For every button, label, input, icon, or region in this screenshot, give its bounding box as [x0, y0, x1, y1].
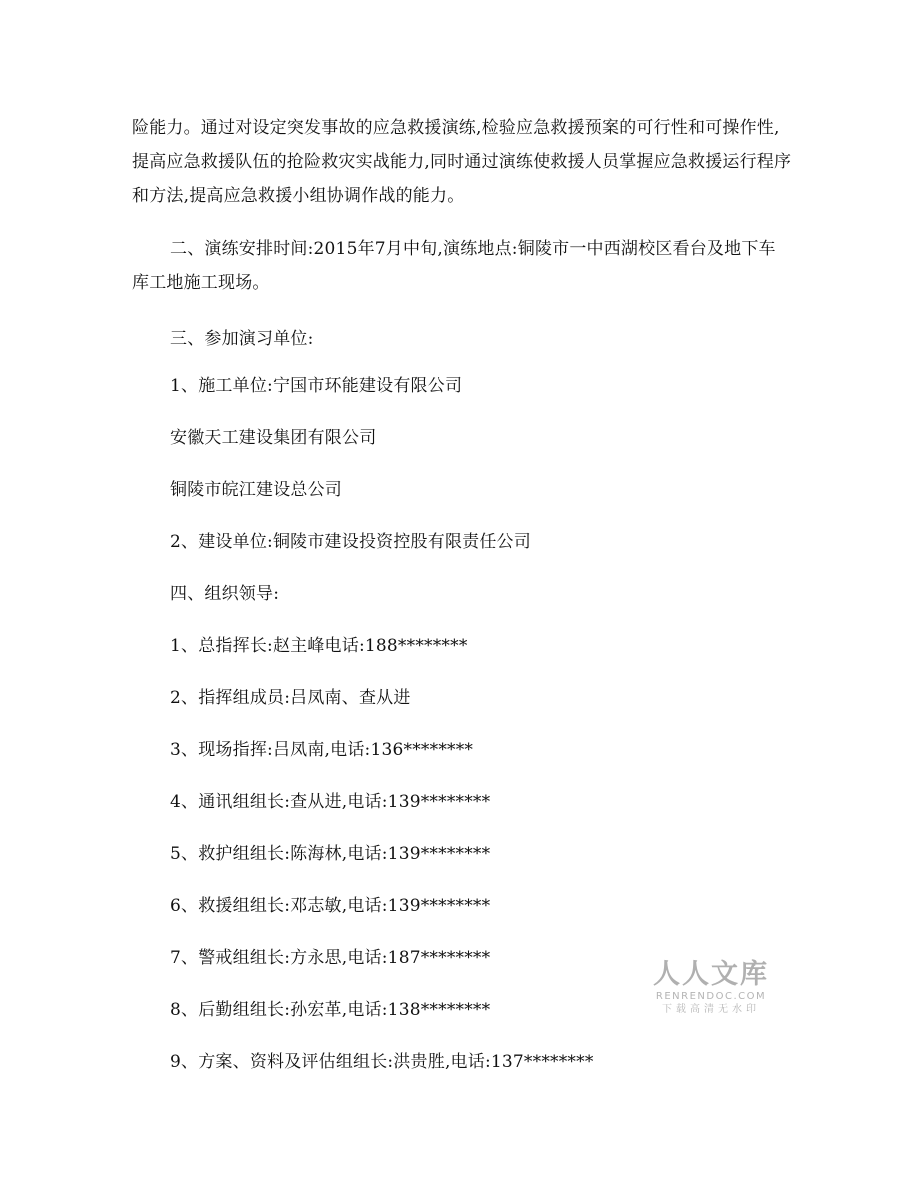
leader-line-1: 1、总指挥长:赵主峰电话:188******** — [170, 636, 468, 656]
leader-line-9: 9、方案、资料及评估组组长:洪贵胜,电话:137******** — [170, 1052, 594, 1072]
leader-line-3: 3、现场指挥:吕凤南,电话:136******** — [170, 740, 474, 760]
watermark-note: 下载高清无水印 — [662, 1004, 760, 1015]
drill-schedule-paragraph: 二、演练安排时间:2015年7月中旬,演练地点:铜陵市一中西湖校区看台及地下车库工地施工现场。 — [132, 239, 776, 293]
owner-unit-line: 2、建设单位:铜陵市建设投资控股有限责任公司 — [170, 532, 531, 552]
leader-line-7: 7、警戒组组长:方永思,电话:187******** — [170, 948, 491, 968]
watermark-subtitle: RENRENDOC.COM — [655, 991, 767, 1002]
construction-unit-3: 铜陵市皖江建设总公司 — [170, 480, 342, 500]
intro-paragraph: 险能力。通过对设定突发事故的应急救援演练,检验应急救援预案的可行性和可操作性,提高应急救援队伍的抢险救灾实战能力,同时通过演练使救援人员掌握应急救援运行程序和方法,提高应急救援小组协调作战的能力。 — [132, 118, 792, 206]
leader-line-5: 5、救护组组长:陈海林,电话:139******** — [170, 844, 491, 864]
watermark-title: 人人文库 — [653, 959, 769, 990]
leader-line-2: 2、指挥组成员:吕凤南、查从进 — [170, 688, 411, 708]
leader-line-8: 8、后勤组组长:孙宏革,电话:138******** — [170, 1000, 491, 1020]
leader-line-6: 6、救援组组长:邓志敏,电话:139******** — [170, 896, 491, 916]
construction-unit-2: 安徽天工建设集团有限公司 — [170, 428, 377, 448]
participants-heading: 三、参加演习单位: — [170, 329, 314, 349]
organization-heading: 四、组织领导: — [170, 584, 280, 604]
construction-unit-line: 1、施工单位:宁国市环能建设有限公司 — [170, 376, 463, 396]
watermark-logo — [645, 960, 777, 1017]
leader-line-4: 4、通讯组组长:查从进,电话:139******** — [170, 792, 491, 812]
